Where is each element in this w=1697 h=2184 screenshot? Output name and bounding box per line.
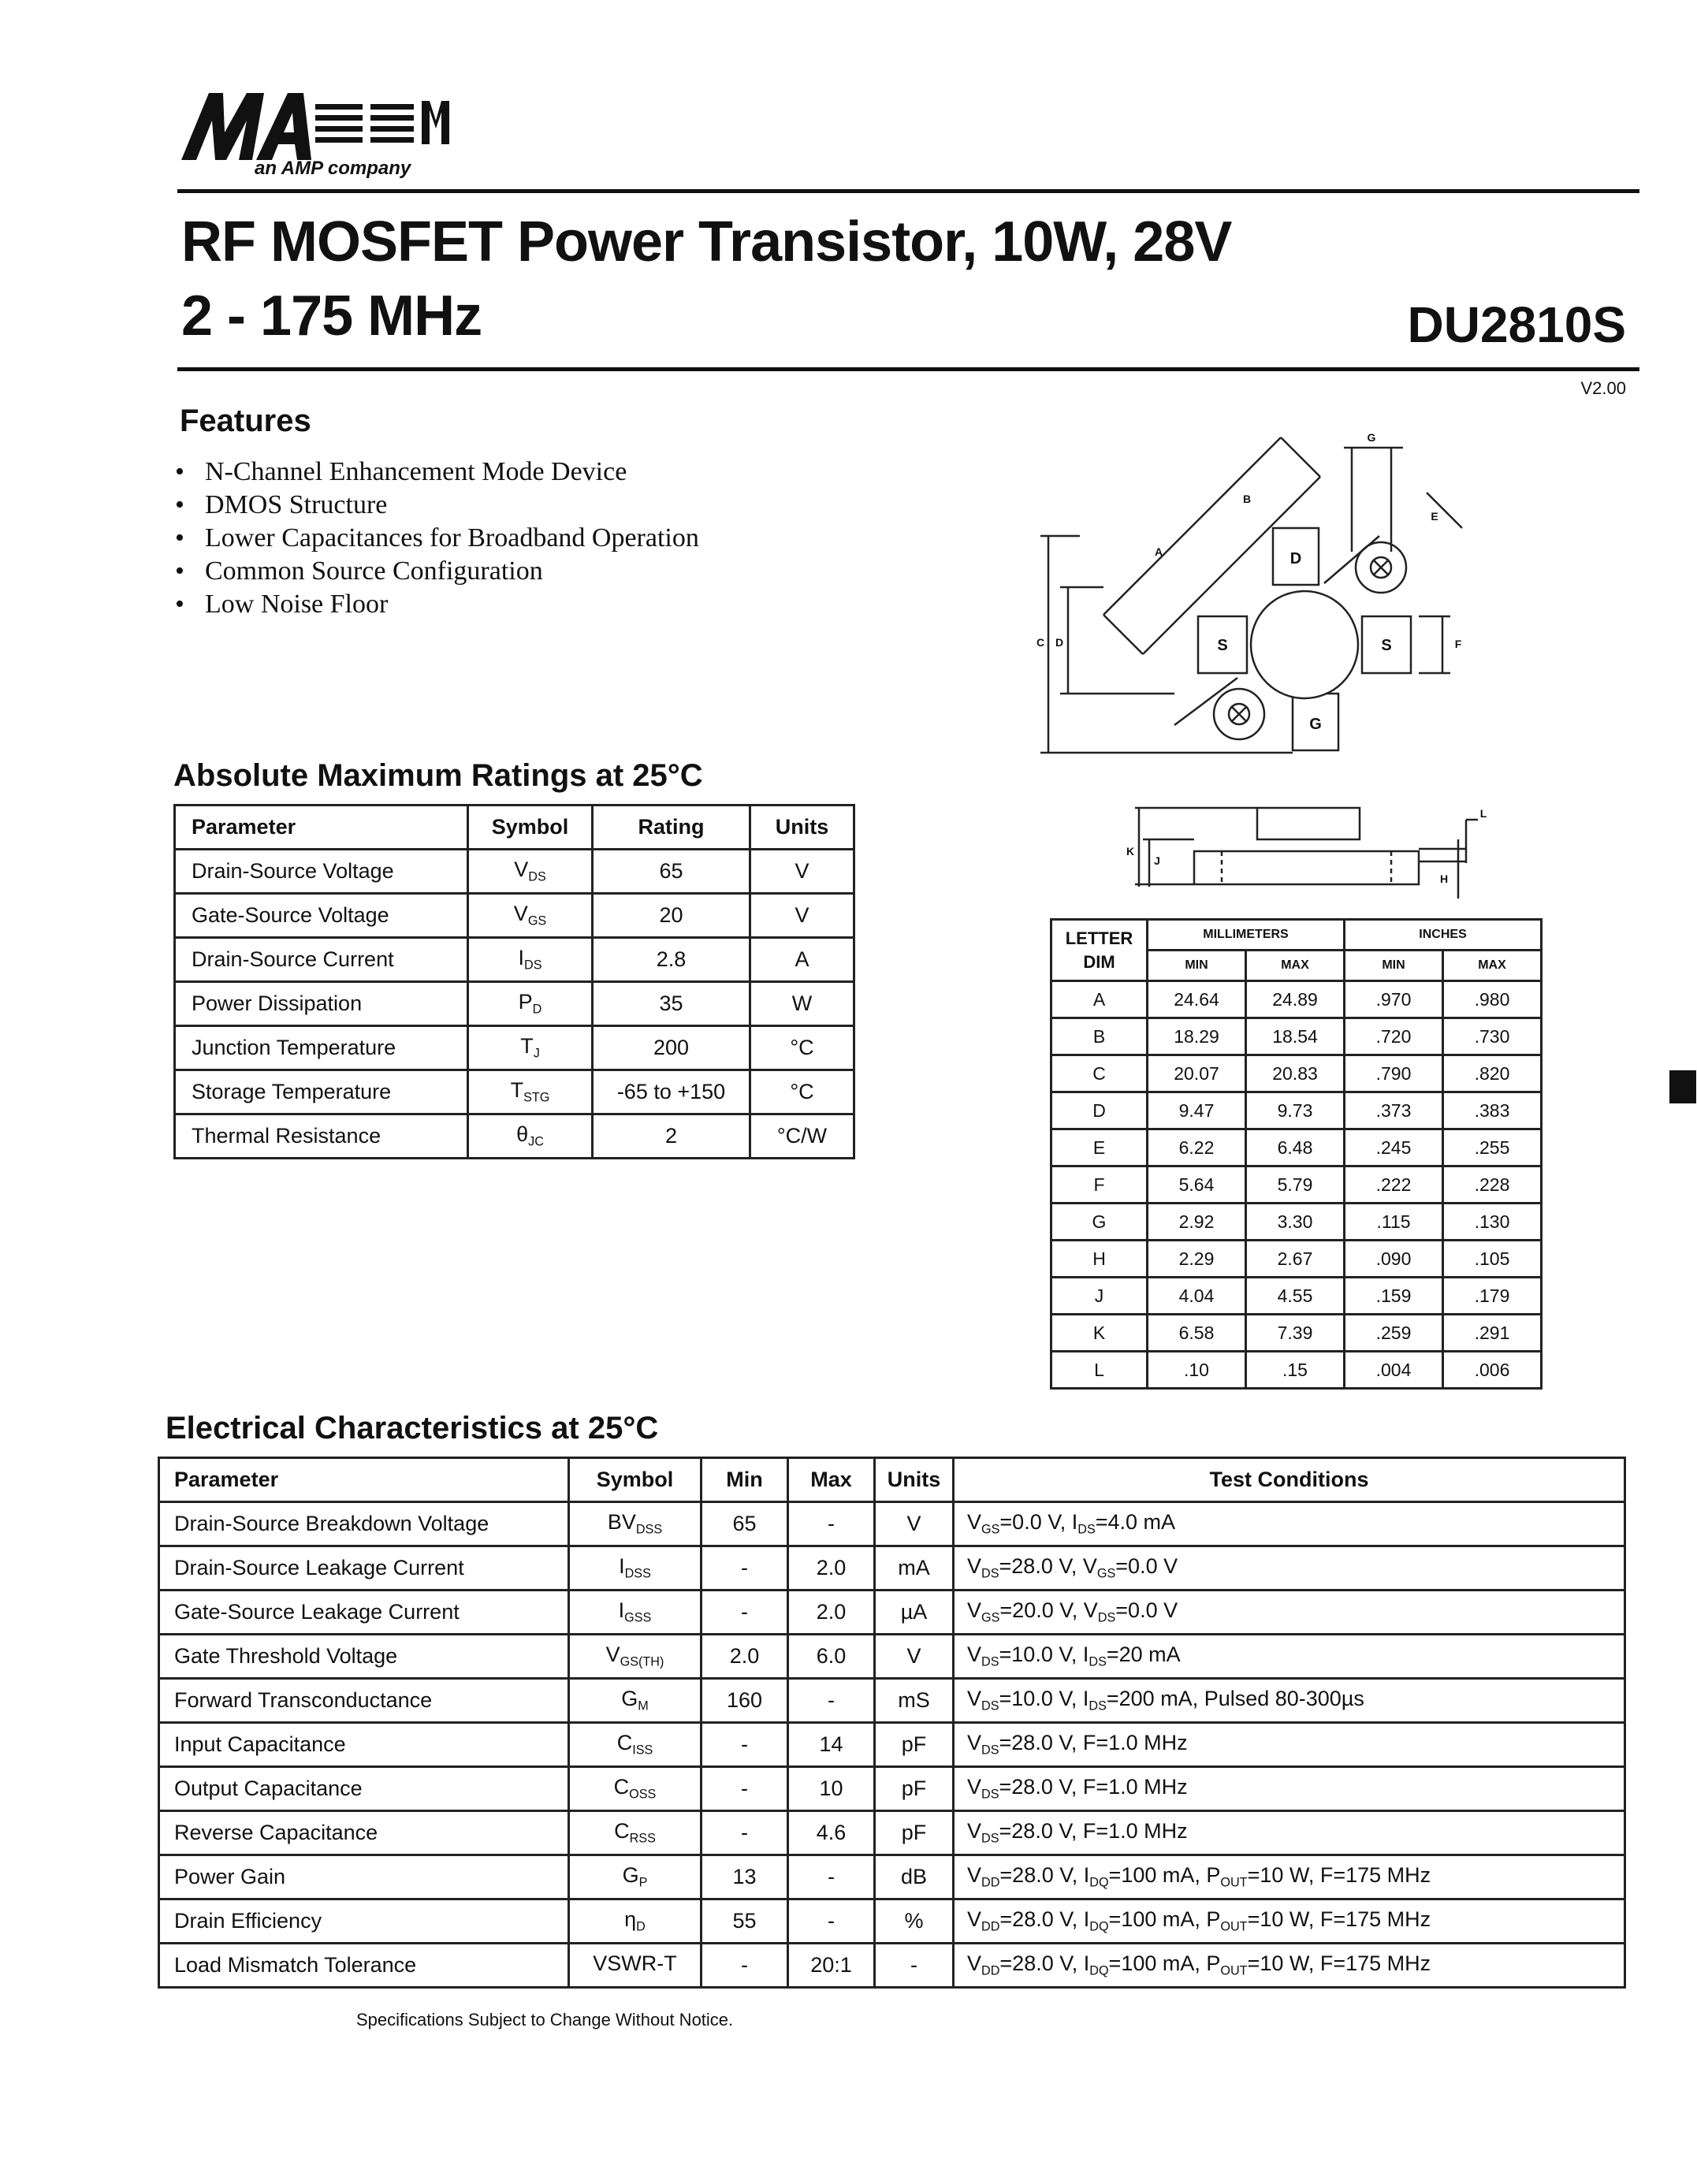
symbol-cell: $G_P$ — [569, 1855, 702, 1899]
dim-value-cell: .383 — [1443, 1092, 1542, 1129]
column-header: Units — [875, 1458, 954, 1502]
dim-value-cell: .730 — [1443, 1018, 1542, 1055]
footnote: Specifications Subject to Change Without Notice. — [356, 2010, 734, 2030]
table-row — [175, 938, 854, 982]
dim-value-cell: 18.29 — [1148, 1018, 1246, 1055]
table-row — [1051, 1018, 1542, 1055]
dim-value-cell: 5.79 — [1246, 1166, 1345, 1204]
table-row — [159, 1723, 1625, 1767]
gate-label: G — [1309, 716, 1322, 733]
table-row — [175, 850, 854, 894]
min-header: MIN — [1345, 951, 1443, 981]
test-conditions-cell: $V_{DD}=28.0$ V, $I_{DQ}=100$ mA, $P_{OUT}=10$ W, F=175 MHz — [954, 1899, 1625, 1944]
dim-value-cell: .291 — [1443, 1315, 1542, 1352]
unit-cell: W — [750, 982, 854, 1026]
dim-value-cell: 18.54 — [1246, 1018, 1345, 1055]
unit-cell: pF — [875, 1811, 954, 1855]
rating-cell: 2 — [593, 1114, 750, 1159]
param-cell: Power Dissipation — [175, 982, 468, 1026]
symbol-cell: VSWR-T — [569, 1944, 702, 1988]
symbol-cell: $I_{DS}$ — [468, 938, 593, 982]
table-row — [175, 1114, 854, 1159]
document-subtitle: 2 - 175 MHz — [181, 285, 482, 348]
min-cell: 160 — [702, 1679, 788, 1723]
dim-value-cell: 24.89 — [1246, 981, 1345, 1018]
table-row — [159, 1899, 1625, 1944]
dim-value-cell: .373 — [1345, 1092, 1443, 1129]
table-row — [159, 1767, 1625, 1811]
param-cell: Gate Threshold Voltage — [159, 1635, 569, 1679]
feature-item: • N-Channel Enhancement Mode Device — [175, 456, 699, 489]
test-conditions-cell: $V_{DS}=10.0$ V, $I_{DS}=200$ mA, Pulsed 80-300µs — [954, 1679, 1625, 1723]
electrical-characteristics-table — [158, 1457, 1626, 1989]
features-heading: Features — [180, 404, 311, 438]
param-cell: Reverse Capacitance — [159, 1811, 569, 1855]
column-header: Rating — [593, 806, 750, 850]
dim-letter-cell: D — [1051, 1092, 1148, 1129]
dim-value-cell: 9.47 — [1148, 1092, 1246, 1129]
version-label: V2.00 — [1580, 378, 1626, 398]
column-header: Parameter — [159, 1458, 569, 1502]
column-header: Min — [702, 1458, 788, 1502]
column-header: Max — [788, 1458, 875, 1502]
dim-value-cell: 2.92 — [1148, 1204, 1246, 1241]
header-rule-bottom — [177, 367, 1639, 371]
min-cell: - — [702, 1591, 788, 1635]
dim-value-cell: .004 — [1345, 1352, 1443, 1389]
table-header-row — [175, 806, 854, 850]
dim-letter-cell: C — [1051, 1055, 1148, 1092]
dim-value-cell: 5.64 — [1148, 1166, 1246, 1204]
rating-cell: 200 — [593, 1026, 750, 1070]
dim-value-cell: .130 — [1443, 1204, 1542, 1241]
table-row — [159, 1635, 1625, 1679]
max-cell: - — [788, 1899, 875, 1944]
dim-value-cell: 7.39 — [1246, 1315, 1345, 1352]
column-header: Units — [750, 806, 854, 850]
param-cell: Drain-Source Leakage Current — [159, 1546, 569, 1591]
unit-cell: V — [875, 1635, 954, 1679]
millimeters-header: MILLIMETERS — [1148, 920, 1345, 951]
unit-cell: °C/W — [750, 1114, 854, 1159]
dim-l-label: L — [1479, 807, 1487, 820]
document-title: RF MOSFET Power Transistor, 10W, 28V — [181, 210, 1232, 273]
param-cell: Drain-Source Current — [175, 938, 468, 982]
dim-value-cell: .245 — [1345, 1129, 1443, 1166]
ec-heading: Electrical Characteristics at 25°C — [166, 1411, 659, 1445]
max-cell: - — [788, 1679, 875, 1723]
dim-letter-cell: L — [1051, 1352, 1148, 1389]
symbol-cell: $V_{GS}$ — [468, 894, 593, 938]
dim-value-cell: 9.73 — [1246, 1092, 1345, 1129]
param-cell: Gate-Source Voltage — [175, 894, 468, 938]
param-cell: Drain-Source Breakdown Voltage — [159, 1502, 569, 1546]
package-dimensions-table — [1050, 918, 1543, 1390]
dim-value-cell: .720 — [1345, 1018, 1443, 1055]
test-conditions-cell: $V_{DS}=28.0$ V, $V_{GS}=0.0$ V — [954, 1546, 1625, 1591]
dim-value-cell: .259 — [1345, 1315, 1443, 1352]
dim-value-cell: .820 — [1443, 1055, 1542, 1092]
symbol-cell: $T_{STG}$ — [468, 1070, 593, 1114]
symbol-cell: $G_M$ — [569, 1679, 702, 1723]
column-header: Symbol — [569, 1458, 702, 1502]
drain-label: D — [1289, 550, 1302, 567]
min-cell: 2.0 — [702, 1635, 788, 1679]
dim-value-cell: 6.22 — [1148, 1129, 1246, 1166]
table-row — [1051, 1278, 1542, 1315]
column-header: Symbol — [468, 806, 593, 850]
dim-b-label: B — [1242, 493, 1252, 505]
feature-item: • Common Source Configuration — [175, 555, 699, 588]
company-logo — [177, 85, 493, 180]
dim-value-cell: 2.67 — [1246, 1241, 1345, 1278]
dim-letter-cell: K — [1051, 1315, 1148, 1352]
unit-cell: mS — [875, 1679, 954, 1723]
symbol-cell: $V_{DS}$ — [468, 850, 593, 894]
unit-cell: V — [875, 1502, 954, 1546]
dim-value-cell: 20.07 — [1148, 1055, 1246, 1092]
table-row — [159, 1679, 1625, 1723]
param-cell: Junction Temperature — [175, 1026, 468, 1070]
letter-dim-header: LETTER DIM — [1051, 920, 1148, 981]
max-cell: 2.0 — [788, 1546, 875, 1591]
max-header: MAX — [1443, 951, 1542, 981]
min-cell: - — [702, 1944, 788, 1988]
table-row — [159, 1546, 1625, 1591]
min-cell: 65 — [702, 1502, 788, 1546]
min-header: MIN — [1148, 951, 1246, 981]
table-row — [159, 1855, 1625, 1899]
source-label-left: S — [1217, 637, 1228, 654]
symbol-cell: $C_{ISS}$ — [569, 1723, 702, 1767]
max-cell: 14 — [788, 1723, 875, 1767]
param-cell: Power Gain — [159, 1855, 569, 1899]
param-cell: Forward Transconductance — [159, 1679, 569, 1723]
dim-h-label: H — [1439, 872, 1449, 885]
max-cell: - — [788, 1855, 875, 1899]
table-row — [1051, 1166, 1542, 1204]
table-header-row — [159, 1458, 1625, 1502]
dim-letter-cell: F — [1051, 1166, 1148, 1204]
dim-value-cell: .105 — [1443, 1241, 1542, 1278]
dim-d-label: D — [1055, 636, 1064, 649]
amr-heading: Absolute Maximum Ratings at 25°C — [173, 758, 703, 793]
feature-item: • Low Noise Floor — [175, 588, 699, 621]
dim-value-cell: .228 — [1443, 1166, 1542, 1204]
table-row — [175, 1070, 854, 1114]
table-row — [1051, 1204, 1542, 1241]
dim-letter-cell: J — [1051, 1278, 1148, 1315]
table-header-row — [1051, 920, 1542, 951]
dim-value-cell: .222 — [1345, 1166, 1443, 1204]
max-cell: - — [788, 1502, 875, 1546]
dim-letter-cell: G — [1051, 1204, 1148, 1241]
max-cell: 10 — [788, 1767, 875, 1811]
max-cell: 2.0 — [788, 1591, 875, 1635]
param-cell: Drain Efficiency — [159, 1899, 569, 1944]
dim-value-cell: .179 — [1443, 1278, 1542, 1315]
dim-value-cell: .255 — [1443, 1129, 1542, 1166]
dim-letter-cell: A — [1051, 981, 1148, 1018]
dim-g-label: G — [1367, 431, 1376, 444]
dim-value-cell: .115 — [1345, 1204, 1443, 1241]
symbol-cell: $\theta_{JC}$ — [468, 1114, 593, 1159]
symbol-cell: $C_{RSS}$ — [569, 1811, 702, 1855]
test-conditions-cell: $V_{DS}=28.0$ V, F=1.0 MHz — [954, 1767, 1625, 1811]
part-number: DU2810S — [1407, 296, 1626, 353]
min-cell: 13 — [702, 1855, 788, 1899]
symbol-cell: $BV_{DSS}$ — [569, 1502, 702, 1546]
table-row — [1051, 1129, 1542, 1166]
max-header: MAX — [1246, 951, 1345, 981]
param-cell: Input Capacitance — [159, 1723, 569, 1767]
table-row — [1051, 981, 1542, 1018]
param-cell: Thermal Resistance — [175, 1114, 468, 1159]
dim-value-cell: .980 — [1443, 981, 1542, 1018]
test-conditions-cell: $V_{DS}=10.0$ V, $I_{DS}=20$ mA — [954, 1635, 1625, 1679]
unit-cell: dB — [875, 1855, 954, 1899]
symbol-cell: $V_{GS(TH)}$ — [569, 1635, 702, 1679]
min-cell: 55 — [702, 1899, 788, 1944]
max-cell: 6.0 — [788, 1635, 875, 1679]
dim-value-cell: .090 — [1345, 1241, 1443, 1278]
symbol-cell: $I_{DSS}$ — [569, 1546, 702, 1591]
rating-cell: 35 — [593, 982, 750, 1026]
dim-value-cell: 4.04 — [1148, 1278, 1246, 1315]
dim-a-label: A — [1154, 545, 1163, 558]
dim-value-cell: 2.29 — [1148, 1241, 1246, 1278]
param-cell: Drain-Source Voltage — [175, 850, 468, 894]
table-row — [159, 1591, 1625, 1635]
table-row — [175, 1026, 854, 1070]
feature-item: • Lower Capacitances for Broadband Operation — [175, 522, 699, 555]
rating-cell: -65 to +150 — [593, 1070, 750, 1114]
symbol-cell: $\eta_D$ — [569, 1899, 702, 1944]
table-row — [1051, 1352, 1542, 1389]
min-cell: - — [702, 1767, 788, 1811]
dim-value-cell: 3.30 — [1246, 1204, 1345, 1241]
dim-value-cell: .10 — [1148, 1352, 1246, 1389]
unit-cell: V — [750, 894, 854, 938]
unit-cell: °C — [750, 1070, 854, 1114]
dim-value-cell: 20.83 — [1246, 1055, 1345, 1092]
max-cell: 20:1 — [788, 1944, 875, 1988]
table-row — [159, 1811, 1625, 1855]
rating-cell: 20 — [593, 894, 750, 938]
source-label-right: S — [1381, 637, 1392, 654]
unit-cell: A — [750, 938, 854, 982]
symbol-cell: $C_{OSS}$ — [569, 1767, 702, 1811]
dim-e-label: E — [1431, 510, 1438, 523]
unit-cell: - — [875, 1944, 954, 1988]
dim-value-cell: 24.64 — [1148, 981, 1246, 1018]
param-cell: Load Mismatch Tolerance — [159, 1944, 569, 1988]
min-cell: - — [702, 1723, 788, 1767]
table-row — [159, 1944, 1625, 1988]
dim-value-cell: .159 — [1345, 1278, 1443, 1315]
dim-value-cell: .970 — [1345, 981, 1443, 1018]
table-row — [1051, 1092, 1542, 1129]
table-row — [1051, 1315, 1542, 1352]
column-header: Test Conditions — [954, 1458, 1625, 1502]
page-edge-marker — [1669, 1070, 1696, 1103]
test-conditions-cell: $V_{DS}=28.0$ V, F=1.0 MHz — [954, 1723, 1625, 1767]
column-header: Parameter — [175, 806, 468, 850]
package-top-view-drawing — [1033, 410, 1521, 772]
test-conditions-cell: $V_{GS}=0.0$ V, $I_{DS}=4.0$ mA — [954, 1502, 1625, 1546]
unit-cell: mA — [875, 1546, 954, 1591]
test-conditions-cell: $V_{DD}=28.0$ V, $I_{DQ}=100$ mA, $P_{OUT}=10$ W, F=175 MHz — [954, 1944, 1625, 1988]
package-side-view-drawing — [1119, 800, 1498, 899]
dim-letter-cell: E — [1051, 1129, 1148, 1166]
dim-letter-cell: B — [1051, 1018, 1148, 1055]
min-cell: - — [702, 1811, 788, 1855]
rating-cell: 65 — [593, 850, 750, 894]
symbol-cell: $I_{GSS}$ — [569, 1591, 702, 1635]
dim-value-cell: .790 — [1345, 1055, 1443, 1092]
rating-cell: 2.8 — [593, 938, 750, 982]
param-cell: Output Capacitance — [159, 1767, 569, 1811]
unit-cell: % — [875, 1899, 954, 1944]
min-cell: - — [702, 1546, 788, 1591]
table-row — [175, 894, 854, 938]
dim-j-label: J — [1154, 854, 1160, 867]
dim-value-cell: .006 — [1443, 1352, 1542, 1389]
unit-cell: µA — [875, 1591, 954, 1635]
dim-k-label: K — [1126, 845, 1135, 858]
unit-cell: pF — [875, 1723, 954, 1767]
table-row — [1051, 1241, 1542, 1278]
dim-f-label: F — [1454, 638, 1462, 650]
test-conditions-cell: $V_{GS}=20.0$ V, $V_{DS}=0.0$ V — [954, 1591, 1625, 1635]
unit-cell: °C — [750, 1026, 854, 1070]
dim-letter-cell: H — [1051, 1241, 1148, 1278]
symbol-cell: $T_J$ — [468, 1026, 593, 1070]
dim-value-cell: 6.48 — [1246, 1129, 1345, 1166]
table-row — [175, 982, 854, 1026]
param-cell: Storage Temperature — [175, 1070, 468, 1114]
param-cell: Gate-Source Leakage Current — [159, 1591, 569, 1635]
company-tagline: an AMP company — [255, 158, 411, 179]
test-conditions-cell: $V_{DD}=28.0$ V, $I_{DQ}=100$ mA, $P_{OUT}=10$ W, F=175 MHz — [954, 1855, 1625, 1899]
table-row — [159, 1502, 1625, 1546]
inches-header: INCHES — [1345, 920, 1542, 951]
dim-value-cell: .15 — [1246, 1352, 1345, 1389]
dim-value-cell: 4.55 — [1246, 1278, 1345, 1315]
max-cell: 4.6 — [788, 1811, 875, 1855]
symbol-cell: $P_D$ — [468, 982, 593, 1026]
header-rule-top — [177, 189, 1639, 193]
table-row — [1051, 1055, 1542, 1092]
unit-cell: pF — [875, 1767, 954, 1811]
feature-item: • DMOS Structure — [175, 489, 699, 522]
test-conditions-cell: $V_{DS}=28.0$ V, F=1.0 MHz — [954, 1811, 1625, 1855]
features-list — [175, 456, 699, 621]
dim-c-label: C — [1036, 636, 1045, 649]
unit-cell: V — [750, 850, 854, 894]
absolute-max-ratings-table — [173, 804, 855, 1159]
dim-value-cell: 6.58 — [1148, 1315, 1246, 1352]
